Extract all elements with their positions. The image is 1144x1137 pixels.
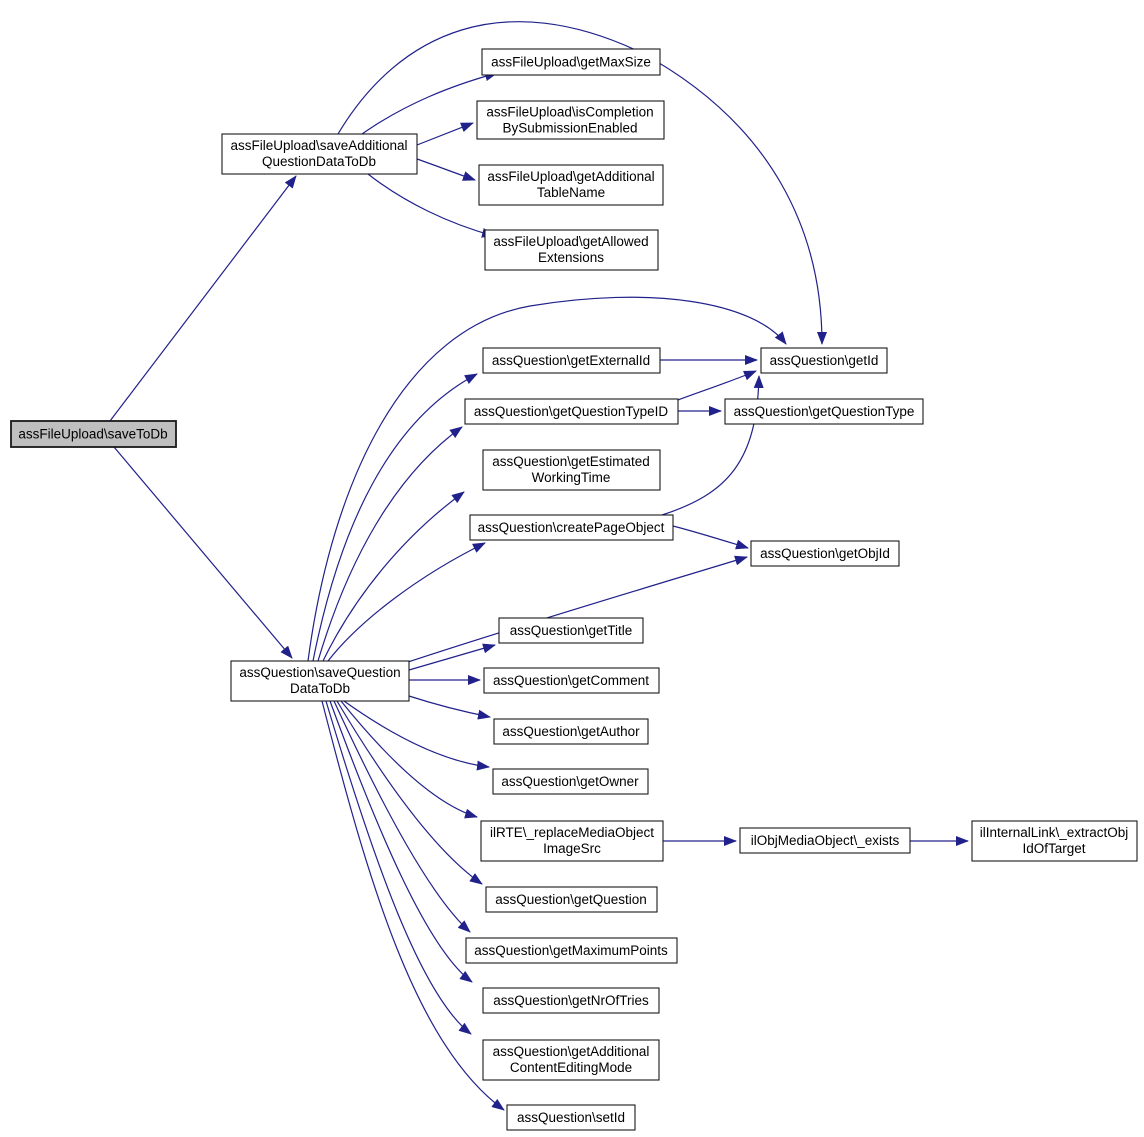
node-label: assFileUpload\isCompletion (486, 104, 654, 120)
node-label: assQuestion\getTitle (509, 623, 633, 638)
edge-saveQuestionDataToDb-to-getNrOfTries (330, 701, 472, 982)
node-assFileUpload-getMaxSize[interactable] (482, 49, 660, 75)
node-label: assQuestion\getExternalId (491, 353, 651, 368)
node-assQuestion-getQuestion[interactable] (486, 887, 657, 912)
edge-saveQuestionDataToDb-to-getOwner (344, 701, 489, 767)
node-label: ilInternalLink\_extractObj (979, 825, 1129, 840)
node-label: ilRTE\_replaceMediaObject (489, 825, 655, 840)
edge-saveAdditional-to-getAdditionalTableName (417, 159, 475, 180)
node-label: assQuestion\getOwner (501, 774, 639, 789)
edge-saveQuestionDataToDb-to-setId (322, 701, 504, 1110)
node-assFileUpload-isCompletionBySubmissionEnabled[interactable] (477, 101, 664, 139)
node-label: assFileUpload\saveToDb (18, 426, 168, 442)
node-assQuestion-getAdditionalContentEditingMode[interactable] (483, 1040, 659, 1080)
node-label: assFileUpload\getMaxSize (491, 54, 651, 70)
node-label: assQuestion\getEstimated (492, 454, 650, 469)
edge-saveQuestionDataToDb-to-getAuthor (409, 696, 490, 717)
node-label: TableName (536, 185, 606, 200)
node-label: assQuestion\getQuestionType (733, 404, 915, 419)
node-assQuestion-getTitle[interactable] (499, 618, 643, 643)
node-label: assFileUpload\saveAdditional (230, 138, 408, 153)
node-label: assQuestion\getAdditional (492, 1044, 650, 1059)
node-assQuestion-getOwner[interactable] (493, 769, 648, 794)
node-ilObjMediaObject-exists[interactable] (740, 828, 910, 853)
node-label: Extensions (537, 250, 605, 265)
node-label: assQuestion\getQuestion (495, 892, 647, 907)
node-label: assQuestion\getId (769, 353, 879, 368)
node-label: DataToDb (289, 681, 351, 696)
node-assQuestion-getQuestionType[interactable] (725, 399, 923, 424)
node-label: BySubmissionEnabled (502, 120, 638, 136)
edge-saveQuestionDataToDb-to-getExternalId (313, 374, 477, 661)
node-assQuestion-getObjId[interactable] (751, 541, 899, 566)
node-ilInternalLink-extractObjIdOfTarget[interactable] (972, 821, 1137, 861)
edge-saveQuestionDataToDb-to-getMaximumPoints (334, 701, 470, 932)
edge-saveQuestionDataToDb-to-getObjId (405, 557, 747, 663)
node-assQuestion-createPageObject[interactable] (470, 515, 673, 540)
node-assQuestion-getNrOfTries[interactable] (483, 988, 659, 1013)
edge-saveQuestionDataToDb-to-getQuestion (337, 701, 482, 884)
node-label: WorkingTime (531, 470, 611, 485)
node-assQuestion-getQuestionTypeID[interactable] (465, 399, 678, 424)
edge-saveQuestionDataToDb-to-getQuestionTypeID (318, 427, 462, 661)
node-assQuestion-setId[interactable] (507, 1105, 635, 1130)
edge-createPageObject-to-getId (662, 376, 759, 515)
edge-saveToDb-to-saveQuestionDataToDb (114, 447, 292, 658)
node-assQuestion-getAuthor[interactable] (494, 719, 648, 744)
edge-saveQuestionDataToDb-to-getEstimatedWorkingTime (323, 492, 464, 661)
node-assQuestion-getExternalId[interactable] (483, 348, 660, 373)
node-assQuestion-getMaximumPoints[interactable] (466, 938, 677, 963)
node-label: ilObjMediaObject\_exists (750, 833, 900, 848)
edge-saveToDb-to-saveAdditionalQuestionDataToDb (110, 176, 296, 421)
node-label: assQuestion\getQuestionTypeID (473, 404, 669, 419)
edge-saveQuestionDataToDb-to-getAdditionalContentEditingMode (326, 701, 471, 1034)
node-label: assFileUpload\getAllowed (493, 234, 649, 249)
node-label: assQuestion\getNrOfTries (493, 993, 649, 1008)
node-assFileUpload-getAllowedExtensions[interactable] (485, 230, 658, 270)
node-label: assQuestion\setId (516, 1110, 626, 1125)
node-label: assQuestion\getComment (492, 673, 650, 688)
node-label: assQuestion\getObjId (760, 546, 890, 561)
node-label: assQuestion\saveQuestion (239, 665, 401, 680)
node-assQuestion-getEstimatedWorkingTime[interactable] (483, 450, 660, 490)
node-label: ImageSrc (543, 841, 601, 856)
node-assQuestion-getId[interactable] (761, 348, 887, 373)
edge-saveAdditional-to-isCompletionBySubmissionEnabled (417, 123, 473, 145)
node-label: QuestionDataToDb (261, 154, 377, 169)
node-assQuestion-saveQuestionDataToDb[interactable] (231, 661, 409, 701)
node-label: assQuestion\createPageObject (477, 520, 665, 535)
node-label: assFileUpload\getAdditional (487, 169, 655, 184)
edge-saveQuestionDataToDb-to-createPageObject (328, 543, 485, 661)
node-assQuestion-getComment[interactable] (484, 668, 659, 693)
edge-saveAdditional-to-getAllowedExtensions (368, 174, 494, 236)
edge-createPageObject-to-getObjId (673, 526, 748, 548)
node-label: assQuestion\getAuthor (502, 724, 640, 739)
nodes-layer (11, 49, 1137, 1130)
edge-getQuestionTypeID-to-getId (678, 371, 756, 400)
node-ilRTE-replaceMediaObjectImageSrc[interactable] (481, 821, 663, 861)
node-label: ContentEditingMode (509, 1060, 633, 1075)
node-assFileUpload-saveToDb[interactable] (11, 421, 176, 447)
node-label: IdOfTarget (1022, 841, 1086, 856)
node-assFileUpload-saveAdditionalQuestionDataToDb[interactable] (222, 134, 417, 174)
node-assFileUpload-getAdditionalTableName[interactable] (479, 165, 663, 205)
node-label: assQuestion\getMaximumPoints (474, 943, 668, 958)
